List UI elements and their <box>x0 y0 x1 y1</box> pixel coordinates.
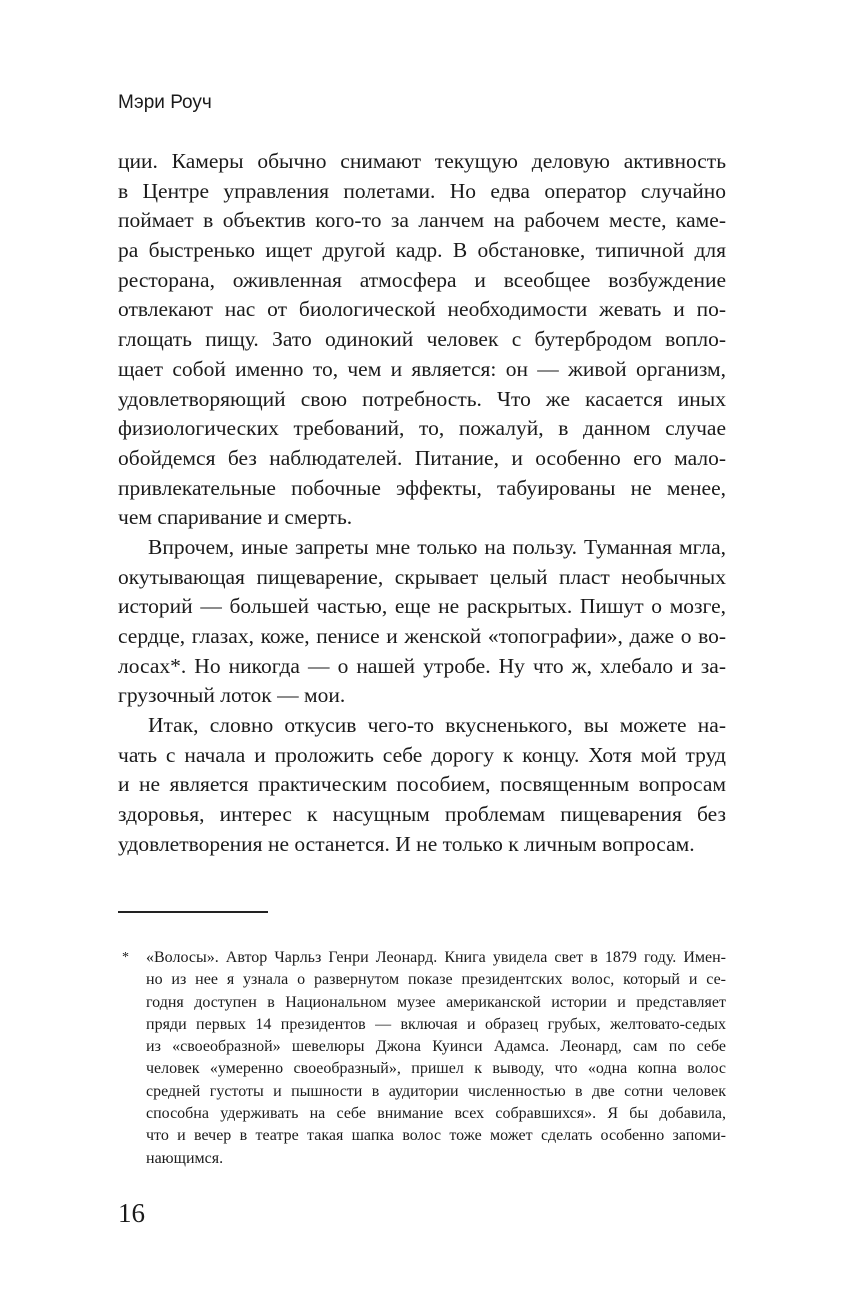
footnote-marker: * <box>122 950 129 965</box>
paragraph-line: ции. Камеры обычно снимают текущую деловую активность <box>118 149 726 173</box>
footnote-line <box>118 1103 726 1125</box>
paragraph-line: удовлетворяющий свою потребность. Что же касается иных <box>118 386 726 411</box>
paragraph-line: ресторана, оживленная атмосфера и всеобщее возбуждение <box>118 267 726 292</box>
paragraph-line: окутывающая пищеварение, скрывает целый пласт необычных <box>118 564 726 589</box>
paragraph-line: чать с начала и проложить себе дорогу к концу. Хотя мой труд <box>118 742 726 767</box>
paragraph-line: щает собой именно то, чем и является: он — живой организм, <box>118 356 726 381</box>
paragraph-line: Впрочем, иные запреты мне только на пользу. Туманная мгла, <box>148 534 726 559</box>
paragraph-line: в Центре управления полетами. Но едва оператор случайно <box>118 178 726 203</box>
footnote-line-text: человек «умеренно своеобразный», пришел к выводу, что «одна копна волос <box>146 1060 726 1078</box>
footnote-line-text: что и вечер в театре такая шапка волос тоже может сделать особенно запоми- <box>146 1127 726 1145</box>
footnote-line <box>118 1081 726 1103</box>
paragraph-line: обойдемся без наблюдателей. Питание, и особенно его мало- <box>118 445 726 470</box>
footnote-line-text: пряди первых 14 президентов — включая и образец грубых, желтовато-седых <box>146 1015 726 1033</box>
footnote-line-text: способна удерживать на себе внимание всех собравшихся». Я бы добавила, <box>146 1105 726 1123</box>
paragraph-line: Итак, словно откусив чего-то вкусненького, вы можете на- <box>148 713 726 738</box>
footnote-line <box>118 969 726 991</box>
footnote-line <box>118 1014 726 1036</box>
paragraph-line: лосах*. Но никогда — о нашей утробе. Ну что ж, хлебало и за- <box>118 653 726 678</box>
paragraph-line: здоровья, интерес к насущным проблемам пищеварения без <box>118 802 726 827</box>
footnote-line <box>118 992 726 1014</box>
paragraph-line: поймает в объектив кого-то за ланчем на рабочем месте, каме- <box>118 208 726 233</box>
body-text <box>118 147 726 860</box>
paragraph-line: сердце, глазах, коже, пенисе и женской «топографии», даже о во- <box>118 624 726 648</box>
footnote-divider <box>118 911 268 913</box>
paragraph-line: привлекательные побочные эффекты, табуированы не менее, <box>118 475 726 500</box>
paragraph-line: и не является практическим пособием, посвященным вопросам <box>118 772 726 797</box>
paragraph-line: глощать пищу. Зато одинокий человек с бутербродом вопло- <box>118 327 726 352</box>
running-header-author: Мэри Роуч <box>118 92 212 113</box>
footnote-line <box>118 1125 726 1147</box>
footnote-line-text: «Волосы». Автор Чарльз Генри Леонард. Книга увидела свет в 1879 году. Имен- <box>146 949 726 966</box>
footnote-line <box>118 1148 726 1170</box>
paragraph-line: физиологических требований, то, пожалуй, в данном случае <box>118 416 726 441</box>
footnote-line-text: но из нее я узнала о развернутом показе президентских волос, который и се- <box>146 971 726 989</box>
page-number: 16 <box>118 1198 145 1228</box>
footnote-line-text: нающимся. <box>146 1149 224 1167</box>
footnote <box>118 947 726 1170</box>
footnote-line <box>118 1058 726 1080</box>
paragraph-line: чем спаривание и смерть. <box>118 505 353 530</box>
footnote-line <box>118 1036 726 1058</box>
paragraph-line: ра быстренько ищет другой кадр. В обстановке, типичной для <box>118 238 726 263</box>
footnote-line-text: из «своеобразной» шевелюры Джона Куинси Адамса. Леонард, сам по себе <box>146 1038 726 1056</box>
paragraph-line: грузочный лоток — мои. <box>118 683 346 708</box>
paragraph-line: историй — большей частью, еще не раскрытых. Пишут о мозге, <box>118 594 726 619</box>
footnote-line-text: годня доступен в Национальном музее американской истории и представляет <box>146 993 726 1011</box>
paragraph-line: удовлетворения не останется. И не только к личным вопросам. <box>118 831 695 856</box>
footnote-line-text: средней густоты и пышности в аудитории численностью в две сотни человек <box>146 1082 726 1100</box>
paragraph-line: отвлекают нас от биологической необходимости жевать и по- <box>118 297 726 322</box>
footnote-line <box>118 947 726 969</box>
